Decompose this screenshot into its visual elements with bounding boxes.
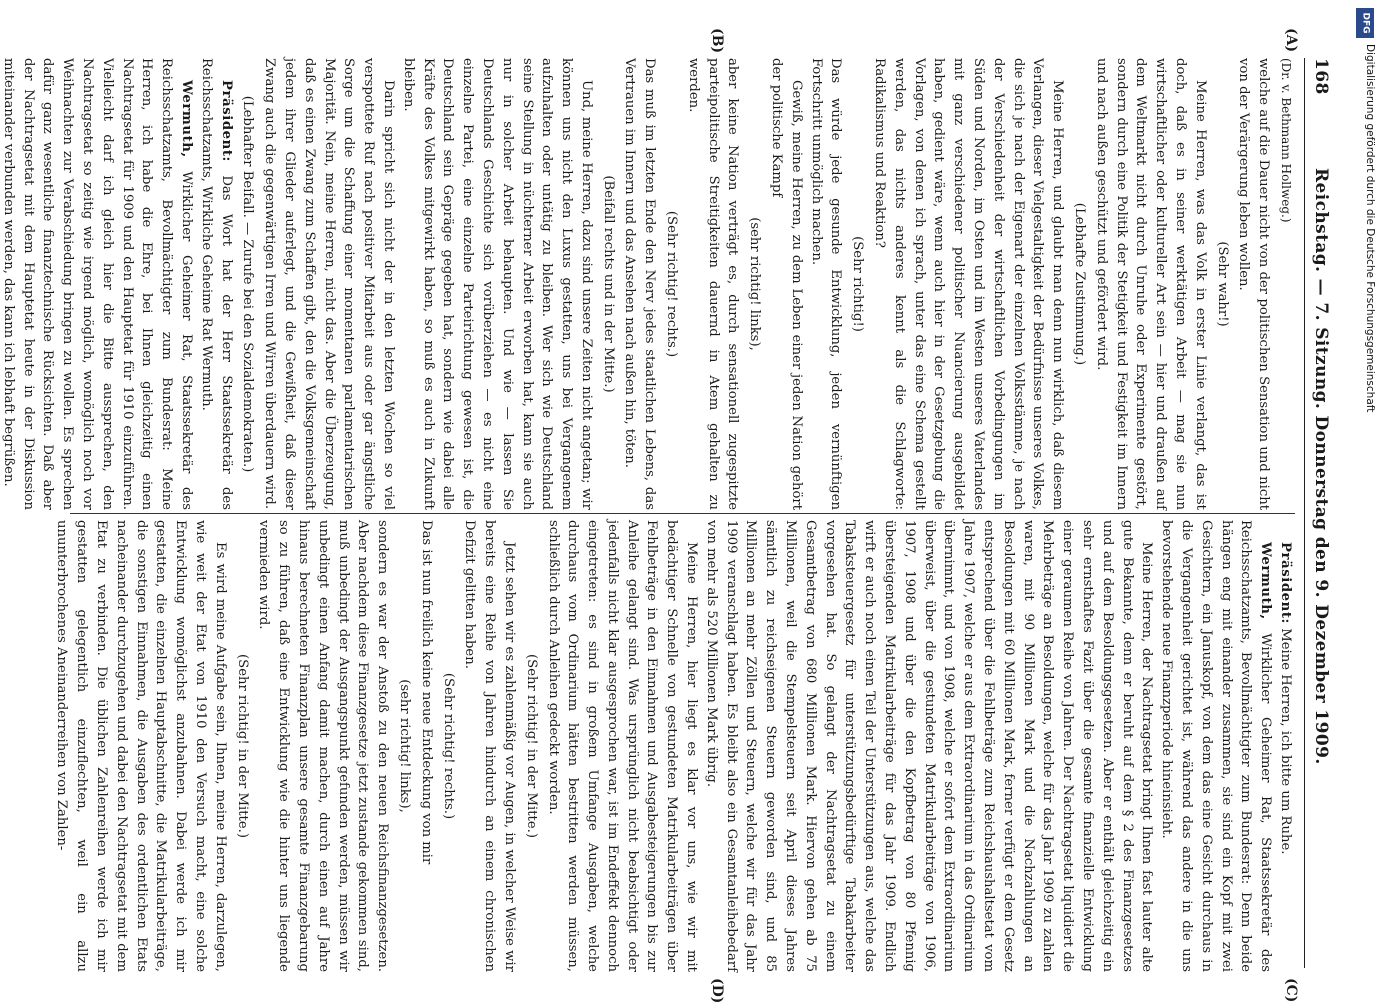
paragraph: Es wird meine Aufgabe sein, Ihnen, meine Herren, darzulegen, wie weit der Etat von 1910 den Versuch macht, eine solche Entwicklung womöglichst anzubahnen. Dabei werde ich mir gestatten, die einzelnen Hauptabschnitte, die Matrikularbeiträge, die sonstigen Einnahmen, die Ausgaben des ordentlichen Etats nacheinander durchzugehen und dabei den Nachtragsetat mit dem Etat zu verbinden. Die üblichen Zahlenreihen werde ich mir gestatten gelegentlich einzuflechten, weil ein allzu ununterbrochenes Aneinanderreihen von Zahlen- bbox=[54, 520, 228, 972]
speaker-name: Präsident: bbox=[1278, 542, 1293, 625]
right-column bbox=[55, 520, 1295, 972]
dfg-logo bbox=[1356, 8, 1374, 38]
paragraph: Und, meine Herren, dazu sind unsere Zeiten nicht angetan; wir können uns nicht den Luxus gestatten, uns bei Vergangenem aufzuhalten oder untätig zu bleiben. Wer sich wie Deutschland seine Stellung in nüchterner Arbeit erworben hat, kann sie auch nur in solcher Arbeit behaupten. Und wie — lassen Sie Deutschlands Geschichte sich vorüberziehen — es nicht eine einzelne Partei, eine einzelne Parteirichtung gewesen ist, die Deutschland sein Gepräge gegeben hat, sondern wie dabei alle Kräfte des Volkes mitgewirkt haben, so muß es auch in Zukunft bleiben. bbox=[400, 58, 594, 510]
speaker-name: Wermuth, bbox=[178, 80, 194, 158]
paragraph: Meine Herren, und glaubt man denn nun wirklich, daß diesem Verlangen, dieser Vielgestaltigkeit der Bedürfnisse unseres Volkes, die sich je nach der Eigenart der einzelnen Volksstämme, je nach der Verschiedenheit der wirtschaftlichen Vorbedingungen im Süden und Norden, im Osten und im Westen unseres Vaterlandes mit ganz verschiedener politischer Nuancierung ausgebildet haben, gedient wäre, wenn auch hier in der Gesetzgebung die Vorlagen, von denen ich sprach, unter das eine Schema gestellt werden, das nichts anderes kennt als die Schlagworte: Radikalismus und Reaktion? bbox=[872, 58, 1066, 510]
reaction: (Sehr wahr!) bbox=[1214, 241, 1230, 327]
column-divider bbox=[70, 513, 1295, 514]
reaction: (Sehr richtig! in der Mitte.) bbox=[523, 654, 539, 838]
speech-paragraph bbox=[0, 58, 196, 510]
reaction: (Sehr richtig! rechts.) bbox=[664, 210, 680, 358]
reaction: (Sehr richtig! rechts.) bbox=[440, 672, 456, 820]
paragraph: Gewiß, meine Herren, zu dem Leben einer jeden Nation gehört der politische Kampf bbox=[769, 58, 804, 510]
speech-paragraph bbox=[1156, 520, 1275, 972]
paragraph: Meine Herren, hier liegt es klar vor uns, wie wir mit bedächtiger Schnelle von gestundeten Matrikularbeiträgen über Fehlbeträge in den Einnahmen und Ausgabesteigerungen bis zur Anleihe gelangt sind. Was ursprünglich nicht beabsichtigt oder jedenfalls nicht klar ausgesprochen war, ist im Endeffekt dennoch eingetreten: es sind in großem Umfange Ausgaben, welche durchaus vom Ordinarium hätten bestritten werden müssen, schließlich durch Anleihen gedeckt worden. bbox=[545, 520, 700, 972]
speech-paragraph bbox=[1275, 520, 1295, 972]
left-column bbox=[0, 58, 1295, 510]
paragraph: welche auf die Dauer nicht von der politischen Sensation und nicht von der Verärgerung leben wollen. bbox=[1236, 58, 1272, 510]
speech-text: Wirklicher Geheimer Rat, Staatssekretär des Reichsschatzamts, Bevollmächtigter zum Bundesrat: Denn beide hängen eng mit einander zusammen, sie sind ein Kopf mit zwei Gesichtern, ein Januskopf, von dem das eine Gesicht durchaus in die Vergangenheit gerichtet ist, während das andere in die uns bevorstehende neue Finanzperiode hineinsieht. bbox=[1159, 520, 1274, 972]
paragraph: Das muß im letzten Ende den Nerv jedes staatlichen Lebens, das Vertrauen im Innern und das Ansehen nach außen hin, töten. bbox=[622, 58, 658, 510]
margin-marker-c: (C) bbox=[1283, 978, 1299, 1003]
paragraph: Jetzt sehen wir es zahlenmäßig vor Augen, in welcher Weise wir bereits eine Reihe von Jahren hindurch an einem chronischen Defizit gelitten haben. bbox=[462, 520, 517, 972]
reaction: (Sehr richtig! in der Mitte.) bbox=[234, 654, 250, 838]
reaction: (Beifall rechts und in der Mitte.) bbox=[600, 175, 616, 393]
margin-marker-b: (B) bbox=[709, 28, 725, 54]
reaction: (sehr richtig! links), bbox=[396, 679, 412, 813]
reaction: (Lebhafter Beifall. — Zurufe bei den Sozialdemokraten.) bbox=[240, 95, 256, 473]
paragraph: Meine Herren, der Nachtragsetat bringt Ihnen fast lauter alte gute Bekannte, denn er beruht auf dem § 2 des Finanzgesetzes und auf dem Besoldungsgesetzen. Aber er enthält gleichzeitig ein sehr ernsthaftes Fazit über die gesamte finanzielle Entwicklung einer geraumen Reihe von Jahren. Der Nachtragsetat liquidiert die Mehrbeträge an Besoldungen, welche für das Jahr 1909 zu zahlen waren, mit 90 Millionen Mark und die Nachzahlungen an Besoldungen mit 60 Millionen Mark, ferner verfügt er dem Gesetz entsprechend über die Fehlbeträge zum Reichshaushaltsetat vom Jahre 1907, welche er aus dem Extraordinarium in das Ordinarium übernimmt, und von 1908, welche er sofort dem Extraordinarium überweist, über die gestundeten Matrikularbeiträge von 1906, 1907, 1908 und über die den Kopfbetrag von 80 Pfennig übersteigenden Matrikularbeiträge für das Jahr 1909. Endlich wirft er auch noch einen Teil der Unterstützungen aus, welche das Tabaksteuergesetz für unterstützungsbedürftige Tabakarbeiter vorgesehen hat. So gelangt der Nachtragsetat zu einem Gesamtbetrag von 680 Millionen Mark. Hiervon gehen ab 75 Millionen, weil die Stempelsteuern seit April dieses Jahres sämtlich zu reichseigenen Steuern geworden sind, und 85 Millionen an mehr Zöllen und Steuern, welche wir für das Jahr 1909 veranschlagt haben. Es bleibt also ein Gesamtanleihebedarf von mehr als 520 Millionen Mark übrig. bbox=[703, 520, 1155, 972]
speech-text: Meine Herren, ich bitte um Ruhe. bbox=[1278, 624, 1293, 855]
speech-paragraph bbox=[196, 58, 236, 510]
speaker-carry-over: (Dr. v. Bethmann Hollweg.) bbox=[1279, 58, 1293, 223]
page-number: 168 bbox=[1311, 58, 1331, 95]
paragraph: Darin spricht sich nicht der in den letzten Wochen so viel verspottete Ruf nach positiver Mitarbeit aus oder gar ängstliche Sorge um die Schaffung einer momentanen parlamentarischen Majorität. Nein, meine Herren, nicht das. Aber die Überzeugung, daß es einen Zwang zum Schaffen gibt, den die Volksgemeinschaft jedem ihrer Glieder auferlegt, und die Gewißheit, daß dieser Zwang auch die gegenwärtigen Irren und Wirren überdauern wird. bbox=[262, 58, 396, 510]
paragraph: Das würde jede gesunde Entwicklung, jeden vernünftigen Fortschritt unmöglich machen. bbox=[808, 58, 844, 510]
reaction: (sehr richtig! links), bbox=[747, 217, 763, 351]
margin-marker-d: (D) bbox=[709, 978, 725, 1003]
dfg-logo-text: DFG bbox=[1360, 12, 1371, 34]
reaction: (Sehr richtig!) bbox=[850, 236, 866, 332]
margin-marker-a: (A) bbox=[1283, 28, 1299, 53]
reaction: (Lebhafte Zustimmung.) bbox=[1072, 202, 1088, 366]
speaker-name: Präsident: bbox=[218, 80, 234, 163]
paragraph: Meine Herren, was das Volk in erster Linie verlangt, das ist doch, daß es in seiner werktätigen Arbeit — mag sie nun wirtschaftlicher oder kultureller Art sein — hier und draußen auf dem Weltmarkt nicht durch Unruhe oder Experimente gestört, sondern durch eine Politik der Stetigkeit und Festigkeit im Innern und nach außen geschützt und gefördert wird. bbox=[1093, 58, 1208, 510]
speech-text: Das Wort hat der Herr Staatssekretär des Reichsschatzamts, Wirkliche Geheime Rat Wermuth. bbox=[198, 58, 234, 510]
paragraph: sondern es war der Anstoß zu den neuen Reichsfinanzgesetzen. Aber nachdem diese Finanzgesetze jetzt zustande gekommen sind, muß unbedingt der Ausgangspunkt gefunden werden, müssen wir unbedingt einen Anfang damit machen, durch einen auf Jahre hinaus berechneten Finanzplan unsere gesamte Finanzgebarung so zu führen, daß eine Entwicklung wie die hinter uns liegende vermieden wird. bbox=[256, 520, 391, 972]
digitization-credit: Digitalisierung gefördert durch die Deutsche Forschungsgemeinschaft bbox=[1364, 44, 1376, 413]
page-headline: Reichstag. — 7. Sitzung. Donnerstag den 9. Dezember 1909. bbox=[1311, 168, 1331, 765]
running-head bbox=[1304, 58, 1335, 968]
speech-text: Wirklicher Geheimer Rat, Staatssekretär des Reichsschatzamts, Bevollmächtigter zum Bundesrat: Meine Herren, ich habe die Ehre, bei Ihnen gleichzeitig einen Nachtragsetat für 1909 und den Hauptetat für 1910 einzuführen. Vielleicht darf ich gleich hier die Bitte aussprechen, den Nachtragsetat so zeitig wie irgend möglich, womöglich noch vor Weihnachten zur Verabschiedung bringen zu wollen. Es sprechen dafür ganz wesentliche finanztechnische Rücksichten. Daß aber der Nachtragsetat mit dem Hauptetat heute in der Diskussion miteinander verbunden werden, das kann ich lebhaft begrüßen. bbox=[0, 58, 194, 510]
speaker-name: Wermuth, bbox=[1258, 542, 1274, 620]
paragraph: aber keine Nation verträgt es, durch sensationell zugespitzte parteipolitische Streitigkeiten dauernd in Atem gehalten zu werden. bbox=[685, 58, 741, 510]
paragraph: Das ist nun freilich keine neue Entdeckung von mir bbox=[418, 520, 434, 865]
